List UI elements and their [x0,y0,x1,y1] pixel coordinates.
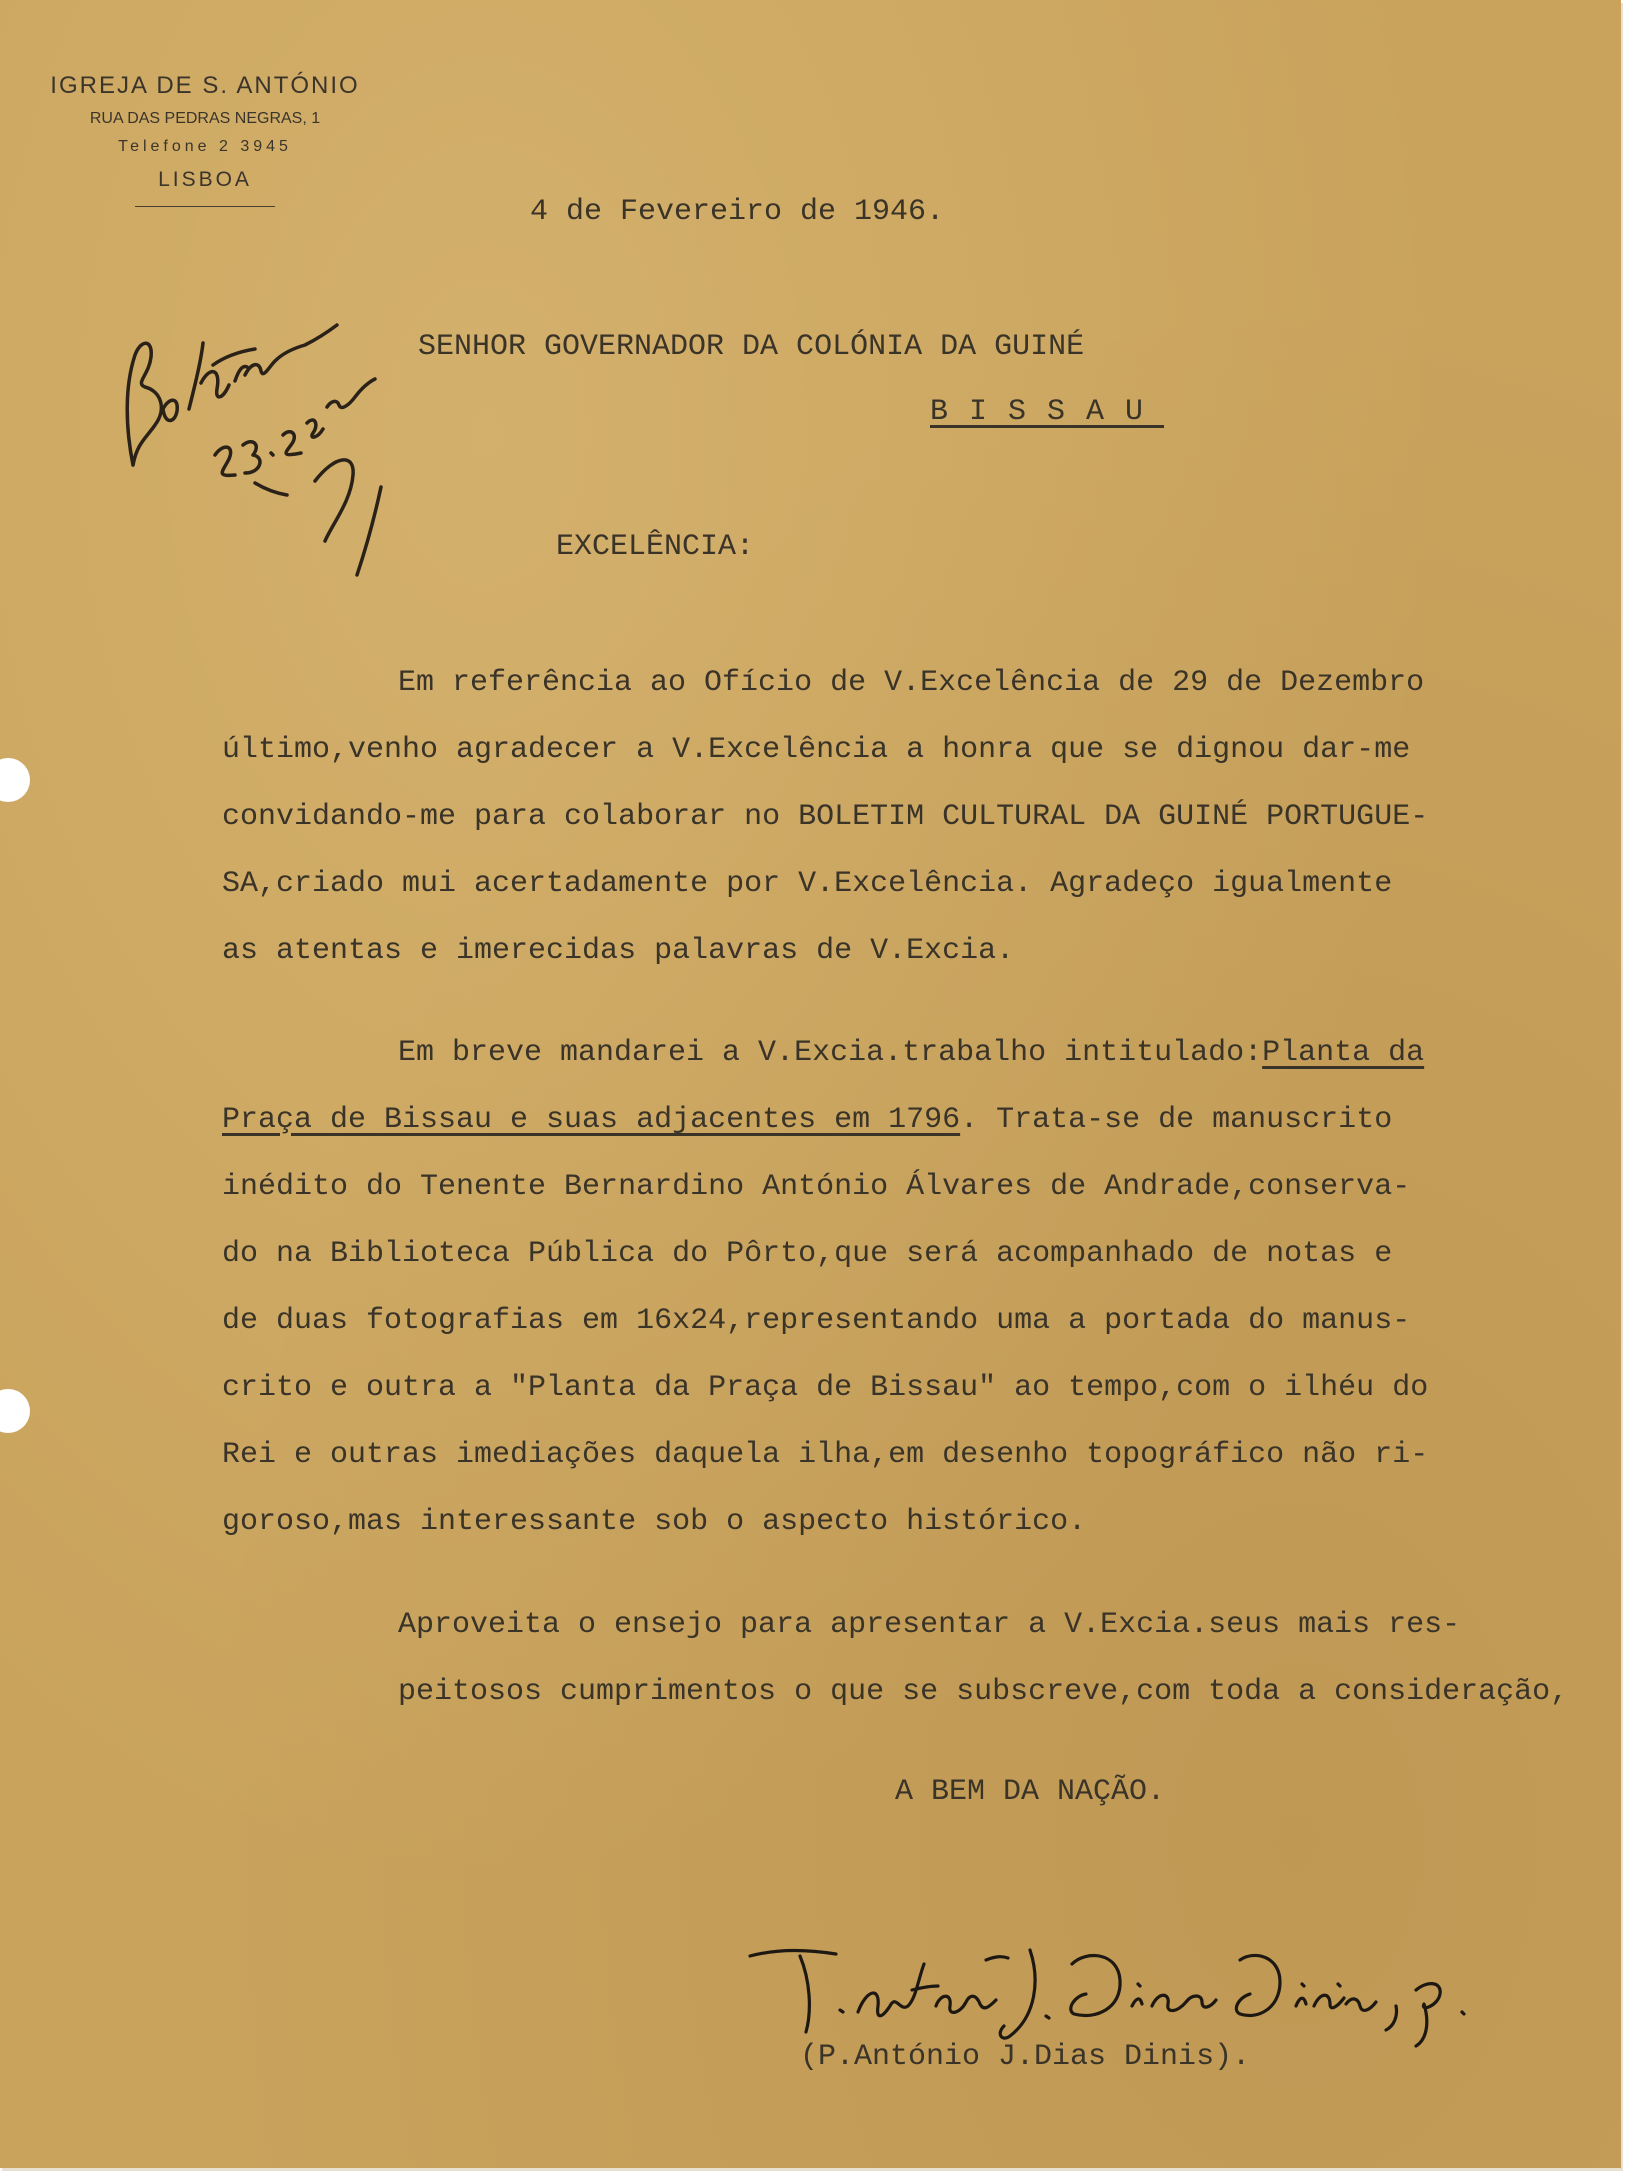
letter-date: 4 de Fevereiro de 1946. [530,195,945,229]
letterhead-city: LISBOA [158,168,252,191]
paragraph1-line: Em referência ao Ofício de V.Excelência de 29 de Dezembro [398,666,1425,700]
punch-hole [0,758,30,802]
letterhead-phone: Telefone 2 3945 [118,138,292,155]
paragraph2-line: inédito do Tenente Bernardino António Álvares de Andrade,conserva- [222,1170,1411,1204]
paragraph2-text: Em breve mandarei a V.Excia.trabalho intitulado: [398,1036,1263,1070]
work-title: Praça de Bissau e suas adjacentes em 1796 [222,1103,961,1137]
paragraph2-text: . Trata-se de manuscrito [960,1103,1393,1137]
closing-formula: A BEM DA NAÇÃO. [895,1775,1166,1809]
addressee-city: BISSAU [930,395,1165,429]
paragraph1-line: as atentas e imerecidas palavras de V.Excia. [222,934,1015,968]
paragraph2-line: crito e outra a "Planta da Praça de Bissau" ao tempo,com o ilhéu do [222,1371,1429,1405]
letterhead-rule [135,206,275,207]
paragraph2-line: goroso,mas interessante sob o aspecto histórico. [222,1505,1087,1539]
punch-hole [0,1389,30,1433]
paragraph3-line: peitosos cumprimentos o que se subscreve,com toda a consideração, [398,1675,1569,1709]
letterhead-church: IGREJA DE S. ANTÓNIO [50,72,360,99]
letterhead [30,72,380,207]
signature-typed: (P.António J.Dias Dinis). [800,2040,1251,2074]
signature-handwritten [740,1920,1470,2050]
work-title: Planta da [1262,1036,1425,1070]
paragraph2-line: do na Biblioteca Pública do Pôrto,que será acompanhado de notas e [222,1237,1393,1271]
paragraph1-line: último,venho agradecer a V.Excelência a honra que se dignou dar-me [222,733,1411,767]
addressee-line: SENHOR GOVERNADOR DA COLÓNIA DA GUINÉ [418,330,1085,364]
paragraph1-line: SA,criado mui acertadamente por V.Excelência. Agradeço igualmente [222,867,1393,901]
paragraph2-line [398,1036,1424,1070]
letterhead-street: RUA DAS PEDRAS NEGRAS, 1 [89,110,321,127]
paragraph2-line: Rei e outras imediações daquela ilha,em desenho topográfico não ri- [222,1438,1429,1472]
salutation: EXCELÊNCIA: [556,530,755,564]
handwritten-annotation [105,305,425,585]
paragraph2-line [222,1103,1392,1137]
paragraph2-line: de duas fotografias em 16x24,representando uma a portada do manus- [222,1304,1411,1338]
paragraph1-line: convidando-me para colaborar no BOLETIM CULTURAL DA GUINÉ PORTUGUE- [222,800,1429,834]
paragraph3-line: Aproveita o ensejo para apresentar a V.Excia.seus mais res- [398,1608,1461,1642]
